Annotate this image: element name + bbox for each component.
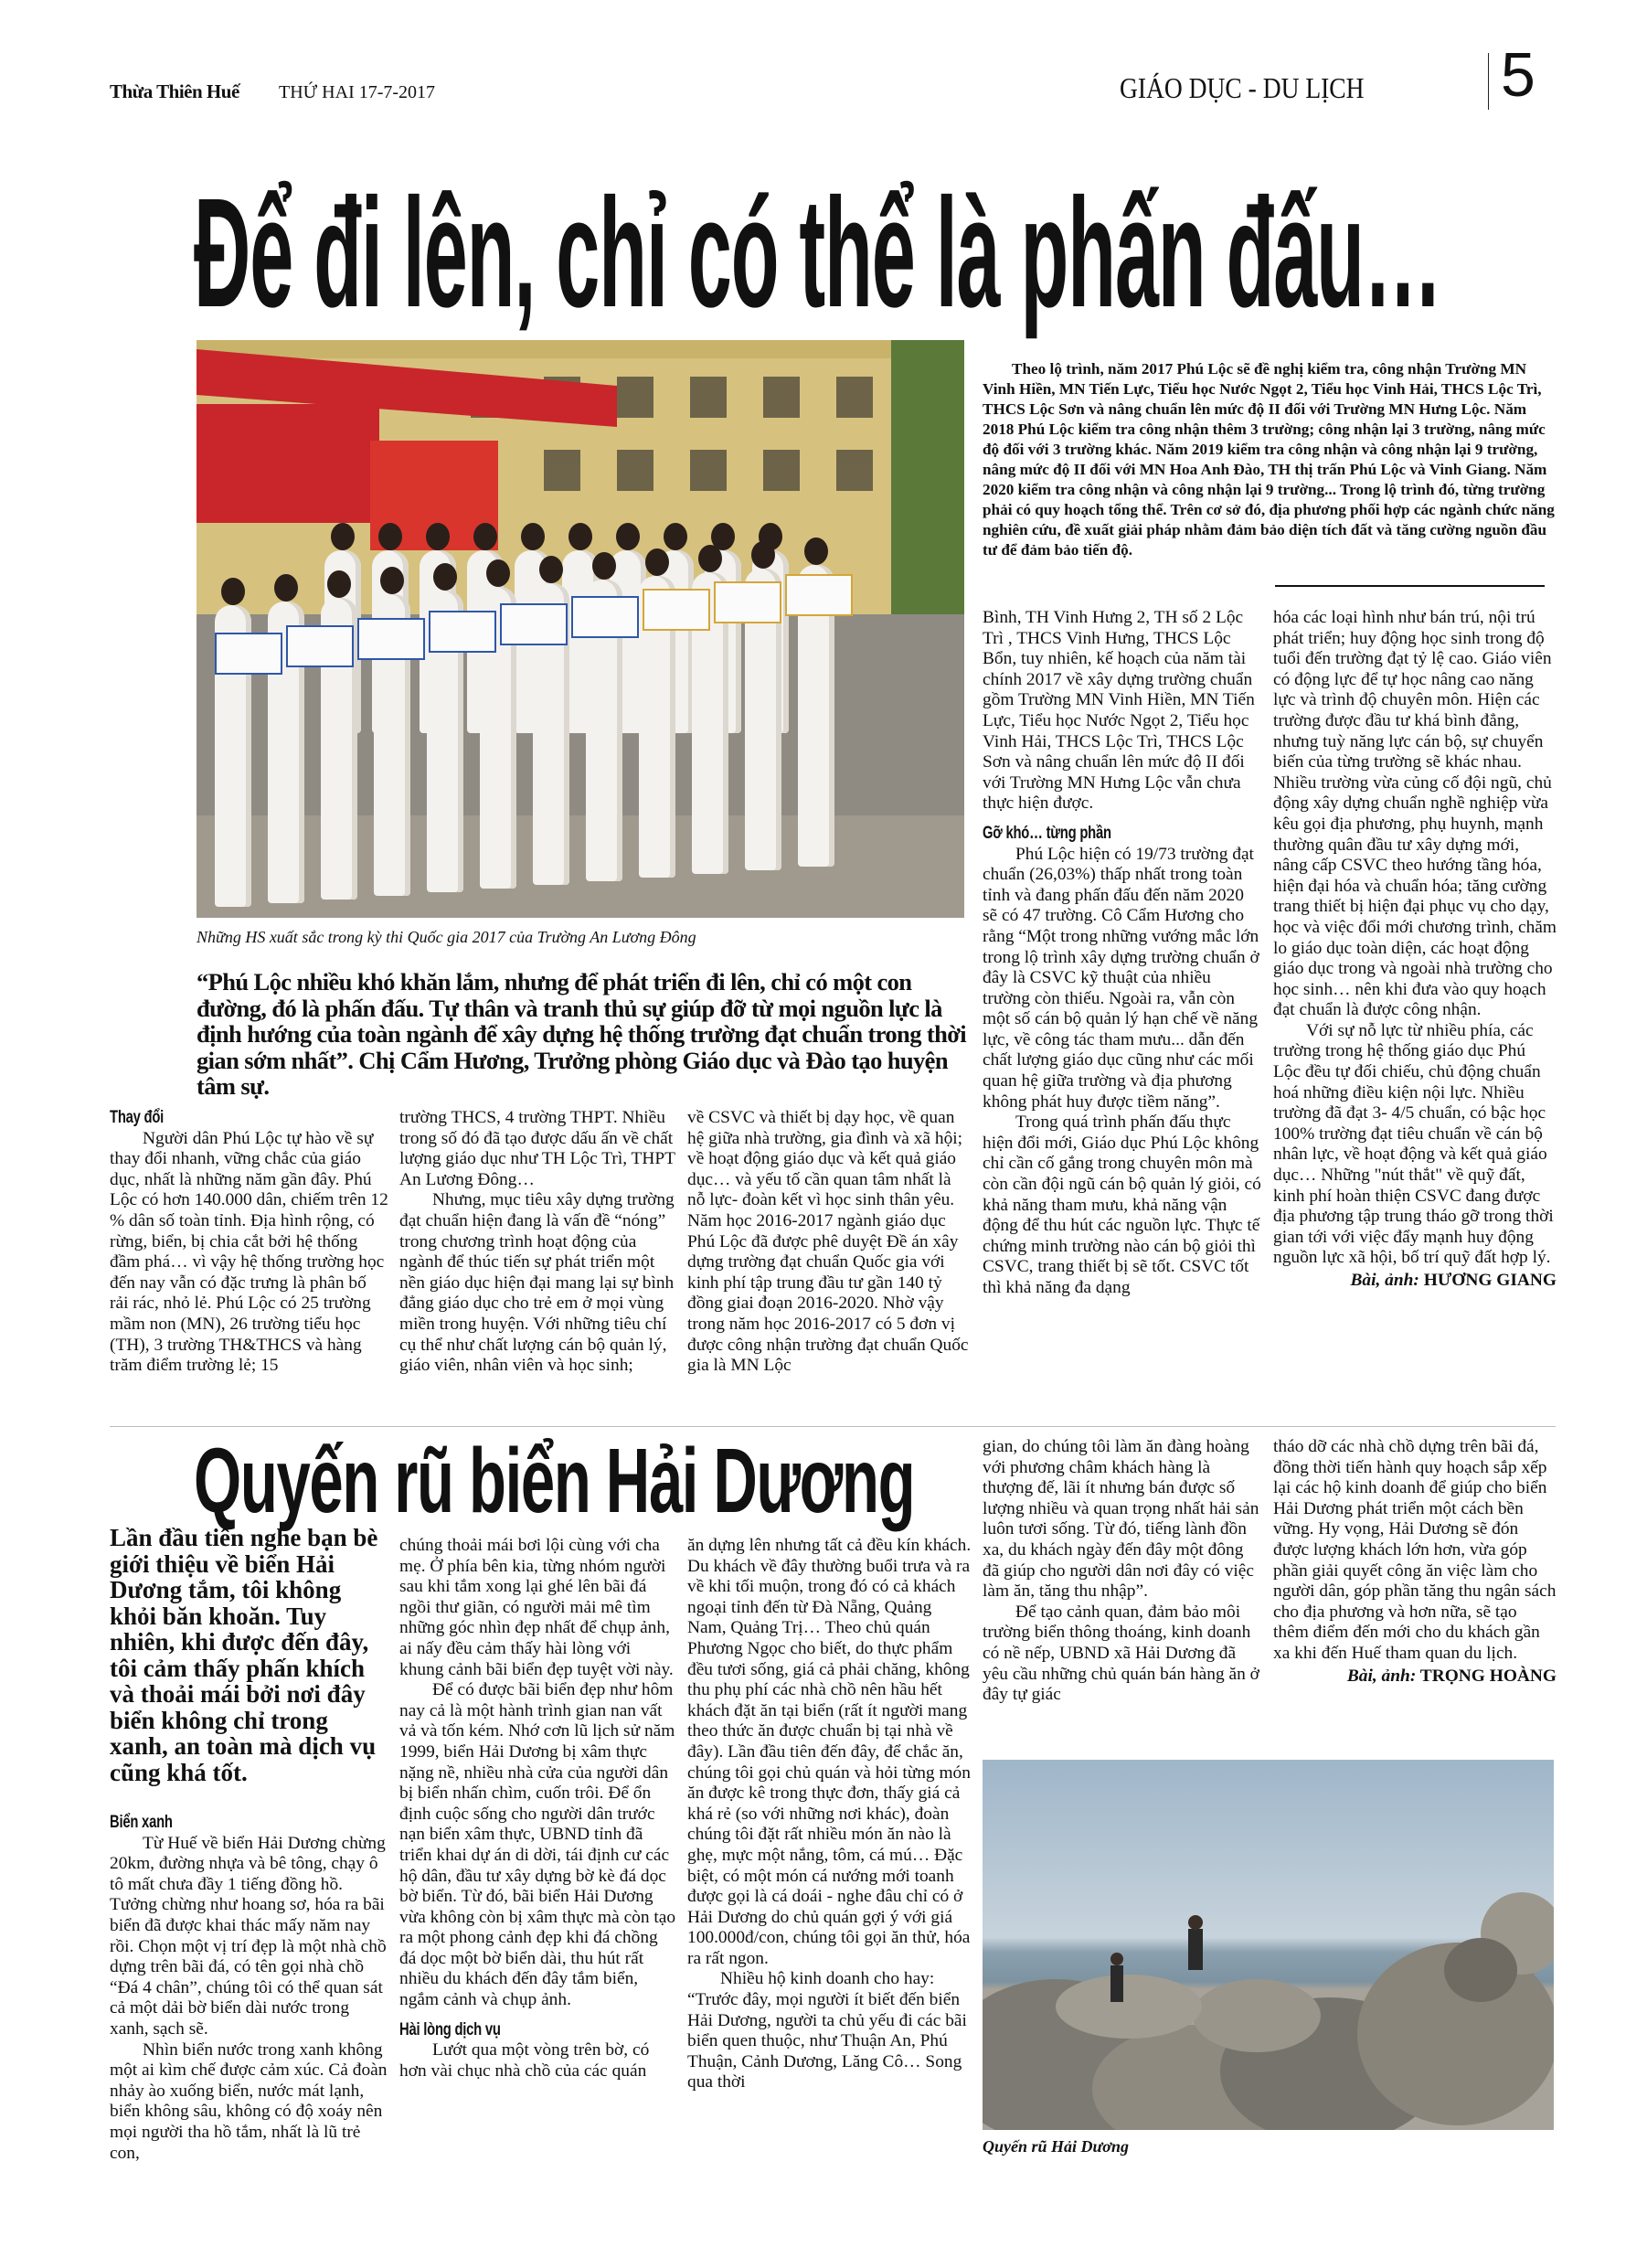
student-head <box>274 574 298 602</box>
student-head <box>539 556 563 583</box>
article2-column-1 <box>110 1525 388 2164</box>
paragraph: Nhìn biển nước trong xanh không một ai kìm chế được cảm xúc. Cả đoàn nhảy ào xuống biển, nước mát lạnh, biển không sâu, không có độ xoáy nên mọi người tha hồ tắm, nhất là lũ trẻ con, <box>110 2039 388 2163</box>
paragraph: tháo dỡ các nhà chồ dựng trên bãi đá, đồng thời tiến hành quy hoạch sắp xếp lại các hộ kinh doanh để giúp cho biển Hải Dương phát triển một cách bền vững. Hy vọng, Hải Dương sẽ đón được lượng khách lớn hơn, vừa góp phần giải quyết công ăn việc làm cho người dân, góp phần tăng thu ngân sách cho địa phương và hơn nữa, sẽ tạo thêm điểm đến mới cho du khách gần xa khi đến Huế tham quan du lịch. <box>1273 1437 1557 1663</box>
paragraph: Nhiều hộ kinh doanh cho hay: “Trước đây, mọi người ít biết đến biển Hải Dương, người ta chủ yếu đi các bãi biển quen thuộc, như Thuận An, Phú Thuận, Cảnh Dương, Lăng Cô… Song qua thời <box>687 1969 967 2092</box>
student-head <box>645 548 669 576</box>
article1-pull-quote: “Phú Lộc nhiều khó khăn lắm, nhưng để phát triển đi lên, chỉ có một con đường, đó là phấn đấu. Tự thân và tranh thủ sự giúp đỡ từ mọi nguồn lực là định hướng của toàn ngành để xây dựng hệ thống trường đạt chuẩn trong thời gian sớm nhất”. Chị Cẩm Hương, Trưởng phòng Giáo dục và Đào tạo huyện tâm sự. <box>197 968 967 1100</box>
article1-column-3 <box>687 1108 972 1377</box>
student-head <box>380 567 404 594</box>
article2-headline: Quyến rũ biển Hải Dương <box>194 1430 915 1532</box>
page-number: 5 <box>1501 40 1535 110</box>
paragraph: Lướt qua một vòng trên bờ, có hơn vài chục nhà chồ của các quán <box>399 2040 650 2081</box>
paragraph: trường THCS, 4 trường THPT. Nhiều trong số đó đã tạo được dấu ấn về chất lượng giáo dục như TH Lộc Trì, THPT An Lương Đông… <box>399 1108 675 1189</box>
students-group <box>197 340 964 918</box>
paragraph: về CSVC và thiết bị dạy học, về quan hệ giữa nhà trường, gia đình và xã hội; về hoạt động giáo dục và kết quả giáo dục… và yếu tố cần quan tâm nhất là nỗ lực- đoàn kết vì học sinh thân yêu. Năm học 2016-2017 ngành giáo dục Phú Lộc đã được phê duyệt Đề án xây dựng trường đạt chuẩn Quốc gia với kinh phí tập trung đầu tư gần 140 tỷ đồng giai đoạn 2016-2020. Nhờ vậy trong năm học 2016-2017 có 5 đơn vị được công nhận trường đạt chuẩn Quốc gia là MN Lộc <box>687 1108 969 1376</box>
paragraph: Bình, TH Vinh Hưng 2, TH số 2 Lộc Trì , THCS Vinh Hưng, THCS Lộc Bổn, tuy nhiên, kế hoạch của năm tài chính 2017 về xây dựng trường chuẩn gồm Trường MN Vinh Hiền, MN Tiến Lực, Tiểu học Nước Ngọt 2, Tiểu học Vinh Hải, THCS Lộc Trì, THCS Lộc Sơn và nâng chuẩn lên mức độ II đối với Trường MN Hưng Lộc vẫn chưa thực hiện được. <box>983 608 1255 814</box>
student-head <box>486 559 510 587</box>
student-head <box>221 578 245 605</box>
award-certificate <box>571 596 639 638</box>
article1-headline: Để đi lên, chỉ có thể là phấn đấu… <box>194 166 1442 340</box>
article1-column-5 <box>1273 608 1557 1292</box>
sidebar-box-rule <box>1275 585 1545 587</box>
paragraph: Nhưng, mục tiêu xây dựng trường đạt chuẩn hiện đang là vấn đề “nóng” trong chương trình hoạt động của ngành để thúc tiến sự phát triển một nền giáo dục hiện đại mang lại sự bình đẳng giáo dục cho trẻ em ở mọi vùng miền trong huyện. Với những tiêu chí cụ thể như chất lượng cán bộ quản lý, giáo viên, nhân viên và học sinh; <box>399 1190 675 1376</box>
paragraph: hóa các loại hình như bán trú, nội trú phát triển; huy động học sinh trong độ tuổi đến trường đạt tỷ lệ cao. Giáo viên có động lực để tự học nâng cao năng lực và trình độ chuyên môn. Hiện các trường được đầu tư khá bình đẳng, nhưng tuỳ năng lực cán bộ, sự chuyển biến của từng trường sẽ khác nhau. Nhiều trường vừa củng cố đội ngũ, chủ động xây dựng chuẩn nghề nghiệp vừa kêu gọi địa phương, phụ huynh, mạnh thường quân đầu tư xây dựng mới, nâng cấp CSVC theo hướng tầng hóa, hiện đại hóa và chuẩn hóa; tăng cường trang thiết bị hiện đại phục vụ cho dạy, học và việc đổi mới chương trình, chăm lo giáo dục toàn diện, các hoạt động giáo dục trong và ngoài nhà trường cho học sinh… nên khi đưa vào quy hoạch đạt chuẩn là được công nhận. <box>1273 608 1557 1020</box>
student-head <box>378 523 402 550</box>
article2-photo-caption: Quyến rũ Hải Dương <box>983 2137 1129 2156</box>
article2-column-5 <box>1273 1437 1557 1687</box>
award-certificate <box>429 611 496 653</box>
subheading: Hài lòng dịch vụ <box>399 2019 501 2039</box>
header-divider <box>1488 53 1489 110</box>
student-head <box>592 552 616 580</box>
paragraph: Với sự nỗ lực từ nhiều phía, các trường trong hệ thống giáo dục Phú Lộc đều tự đối chiếu, chủ động chuẩn hoá những điều kiện nội lực. Nhiều trường đã đạt 3- 4/5 chuẩn, có bậc học 100% trường đạt tiêu chuẩn về cán bộ nhân lực, về hoạt động và kết quả giáo dục… Những "nút thắt" về quỹ đất, kinh phí hoàn thiện CSVC đang được địa phương tập trung tháo gỡ trong thời gian tới với việc đẩy mạnh huy động nguồn lực xã hội, bố trí quỹ đất hợp lý. <box>1273 1020 1554 1268</box>
byline-label: Bài, ảnh: <box>1346 1666 1417 1686</box>
byline-author: HƯƠNG GIANG <box>1423 1271 1557 1290</box>
article1-column-1 <box>110 1108 388 1377</box>
issue-date: THỨ HAI 17-7-2017 <box>279 82 436 102</box>
section-title: GIÁO DỤC - DU LỊCH <box>1120 71 1365 104</box>
award-certificate <box>714 581 781 623</box>
award-certificate <box>500 603 568 645</box>
student-head <box>331 523 355 550</box>
lead-paragraph: Lần đầu tiên nghe bạn bè giới thiệu về biển Hải Dương tắm, tôi không khỏi băn khoăn. Tuy nhiên, khi được đến đây, tôi cảm thấy phấn khích và thoải mái bởi nơi đây biển không chỉ trong xanh, an toàn mà dịch vụ cũng khá tốt. <box>110 1524 378 1786</box>
student-head <box>751 541 775 569</box>
article2-photo-beach <box>983 1760 1554 2130</box>
article1-column-2 <box>399 1108 678 1377</box>
student-head <box>473 523 497 550</box>
paragraph: Để có được bãi biển đẹp như hôm nay cả là một hành trình gian nan vất vả và tốn kém. Nhớ cơn lũ lịch sử năm 1999, biển Hải Dương bị xâm thực nặng nề, nhiều nhà cửa của người dân bị biển nhấn chìm, cuốn trôi. Để ổn định cuộc sống cho người dân trước nạn biển xâm thực, UBND tỉnh đã triển khai dự án di dời, tái định cư các hộ dân, đầu tư xây dựng bờ kè đá dọc bờ biển. Từ đó, bãi biển Hải Dương vừa không còn bị xâm thực mà còn tạo ra một phong cảnh đẹp khi đá chồng đá dọc một bờ biển dài, thu hút rất nhiều du khách đến đây tắm biển, ngắm cảnh và chụp ảnh. <box>399 1680 676 2010</box>
student-head <box>433 563 457 591</box>
article2-column-2 <box>399 1536 678 2082</box>
paragraph: Phú Lộc hiện có 19/73 trường đạt chuẩn (26,03%) thấp nhất trong toàn tỉnh và đang phấn đấu đến năm 2020 sẽ có 47 trường. Cô Cẩm Hương cho rằng “Một trong những vướng mắc lớn trong lộ trình xây dựng trường chuẩn ở đây là CSVC kỹ thuật của nhiều trường còn thiếu. Ngoài ra, vẫn còn một số cán bộ quản lý hạn chế về năng lực, về công tác tham mưu... dẫn đến chất lượng giáo dục cũng như các mối quan hệ giữa trường và địa phương không phát huy được tiềm năng”. <box>983 844 1259 1112</box>
student-head <box>521 523 545 550</box>
subheading: Gỡ khó… từng phần <box>983 823 1111 843</box>
award-certificate <box>286 625 354 667</box>
student-head <box>327 570 351 598</box>
beach-photo-illustration <box>983 1760 1554 2130</box>
newspaper-name: Thừa Thiên Huế <box>110 80 239 102</box>
article1-photo-caption: Những HS xuất sắc trong kỳ thi Quốc gia 2017 của Trường An Lương Đông <box>197 928 696 946</box>
paragraph: Trong quá trình phấn đấu thực hiện đổi mới, Giáo dục Phú Lộc không chỉ cần cố gắng trong chuyên môn mà còn cần đội ngũ cán bộ quản lý giỏi, có khả năng tham mưu, khả năng vận động để thu hút các nguồn lực. Thực tế chứng minh trường nào cán bộ giỏi thì CSVC, trang thiết bị sẽ tốt. CSVC tốt thì khả năng đa dạng <box>983 1113 1261 1297</box>
paragraph: chúng thoải mái bơi lội cùng với cha mẹ. Ở phía bên kia, từng nhóm người sau khi tắm xong lại ghé lên bãi đá ngồi thư giãn, có người mải mê tìm những góc nhìn đẹp nhất để chụp ảnh, ai nấy đều cảm thấy hài lòng với khung cảnh bãi biển đẹp tuyệt vời này. <box>399 1536 674 1679</box>
student-head <box>664 523 687 550</box>
student-head <box>568 523 592 550</box>
article1-column-4 <box>983 608 1262 1299</box>
article1-photo-students <box>197 340 964 918</box>
article1-sidebar-box <box>983 359 1557 560</box>
subheading: Thay đổi <box>110 1108 165 1127</box>
student-head <box>616 523 640 550</box>
award-certificate <box>785 574 853 616</box>
award-certificate <box>357 618 425 660</box>
paragraph: Người dân Phú Lộc tự hào về sự thay đổi nhanh, vững chắc của giáo dục, nhất là những năm gần đây. Phú Lộc có hơn 140.000 dân, chiếm trên 12 % dân số toàn tỉnh. Địa hình rộng, có rừng, biển, bị chia cắt bởi hệ thống đầm phá… vì vậy hệ thống trường học đến nay vẫn có đặc trưng là phân bố rải rác, nhỏ lẻ. Phú Lộc có 25 trường mầm non (MN), 26 trường tiểu học (TH), 3 trường TH&THCS và hàng trăm điểm trường lẻ; 15 <box>110 1128 388 1376</box>
student-head <box>804 538 828 565</box>
paragraph: Từ Huế về biển Hải Dương chừng 20km, đường nhựa và bê tông, chạy ô tô mất chưa đầy 1 tiếng đồng hồ. Tưởng chừng như hoang sơ, hóa ra bãi biển đã được khai thác mấy năm nay rồi. Chọn một vị trí đẹp là một nhà chồ dựng trên bãi đá, có tên gọi nhà chồ “Đá 4 chân”, chúng tôi có thể quan sát cả một dải bờ biển dài nước trong xanh, sạch sẽ. <box>110 1833 387 2039</box>
student-head <box>698 545 722 572</box>
article-separator <box>110 1426 1556 1427</box>
byline-label: Bài, ảnh: <box>1350 1271 1419 1290</box>
award-certificate <box>215 633 282 675</box>
byline-author: TRỌNG HOÀNG <box>1419 1666 1557 1686</box>
subheading: Biển xanh <box>110 1813 173 1832</box>
sidebar-box-text: Theo lộ trình, năm 2017 Phú Lộc sẽ đề nghị kiểm tra, công nhận Trường MN Vinh Hiền, MN Tiến Lực, Tiểu học Nước Ngọt 2, Tiểu học Vinh Hải, THCS Lộc Trì, THCS Lộc Sơn và nâng chuẩn lên mức độ II đối với Trường MN Hưng Lộc. Năm 2018 Phú Lộc kiểm tra công nhận thêm 3 trường; công nhận lại 3 trường, nâng mức độ đối với 3 trường khác. Năm 2019 kiểm tra công nhận và công nhận lại 9 trường, nâng mức độ II đối với MN Hoa Anh Đào, TH thị trấn Phú Lộc và Vinh Giang. Năm 2020 kiểm tra công nhận và công nhận lại 9 trường... Trong lộ trình đó, từng trường phải có quy hoạch tổng thể. Trên cơ sở đó, địa phương phối hợp các ngành chức năng nghiên cứu, đề xuất giải pháp nhằm đảm bảo diện tích đất và tăng cường nguồn đầu tư để đảm bảo tiến độ. <box>983 360 1555 559</box>
article2-column-4 <box>983 1437 1262 1706</box>
byline <box>1273 1271 1557 1292</box>
paragraph: gian, do chúng tôi làm ăn đàng hoàng với phương châm khách hàng là thượng đế, lãi ít nhưng bán được số lượng nhiều và quan trọng nhất hải sản luôn tươi sống. Từ đó, tiếng lành đồn xa, du khách ngày đến đây một đông đã giúp cho người dân nơi đây có việc làm ăn, tăng thu nhập”. <box>983 1437 1259 1602</box>
article2-column-3 <box>687 1536 972 2093</box>
student-head <box>426 523 450 550</box>
byline <box>1273 1666 1557 1688</box>
paragraph: ăn dựng lên nhưng tất cả đều kín khách. Du khách về đây thường buổi trưa và ra về khi tối muộn, trong đó có cả khách ngoại tỉnh đến từ Đà Nẵng, Quảng Nam, Quảng Trị… Theo chủ quán Phương Ngọc cho biết, do thực phẩm đều tươi sống, giá cả phải chăng, không thu phụ phí các nhà chồ nên hầu hết khách đặt ăn tại biển (rất ít người mang theo thức ăn được chuẩn bị tại nhà về đây). Lần đầu tiên đến đây, để chắc ăn, chúng tôi gọi chủ quán và hỏi từng món ăn được kê trong thực đơn, thấy giá cả khá rẻ (so với những nơi khác), đoàn chúng tôi đặt rất nhiều món ăn nào là ghẹ, mực một nắng, tôm, cá mú… Đặc biệt, có một món cá nướng mới toanh được gọi là cá doái - nghe đâu chỉ có ở Hải Dương do chủ quán gợi ý với giá 100.000đ/con, chúng tôi gọi ăn thử, hóa ra rất ngon. <box>687 1536 972 1968</box>
paragraph: Để tạo cảnh quan, đảm bảo môi trường biển thông thoáng, kinh doanh có nề nếp, UBND xã Hải Dương đã yêu cầu những chủ quán bán hàng ăn ở đây tự giác <box>983 1602 1259 1705</box>
award-certificate <box>643 589 710 631</box>
